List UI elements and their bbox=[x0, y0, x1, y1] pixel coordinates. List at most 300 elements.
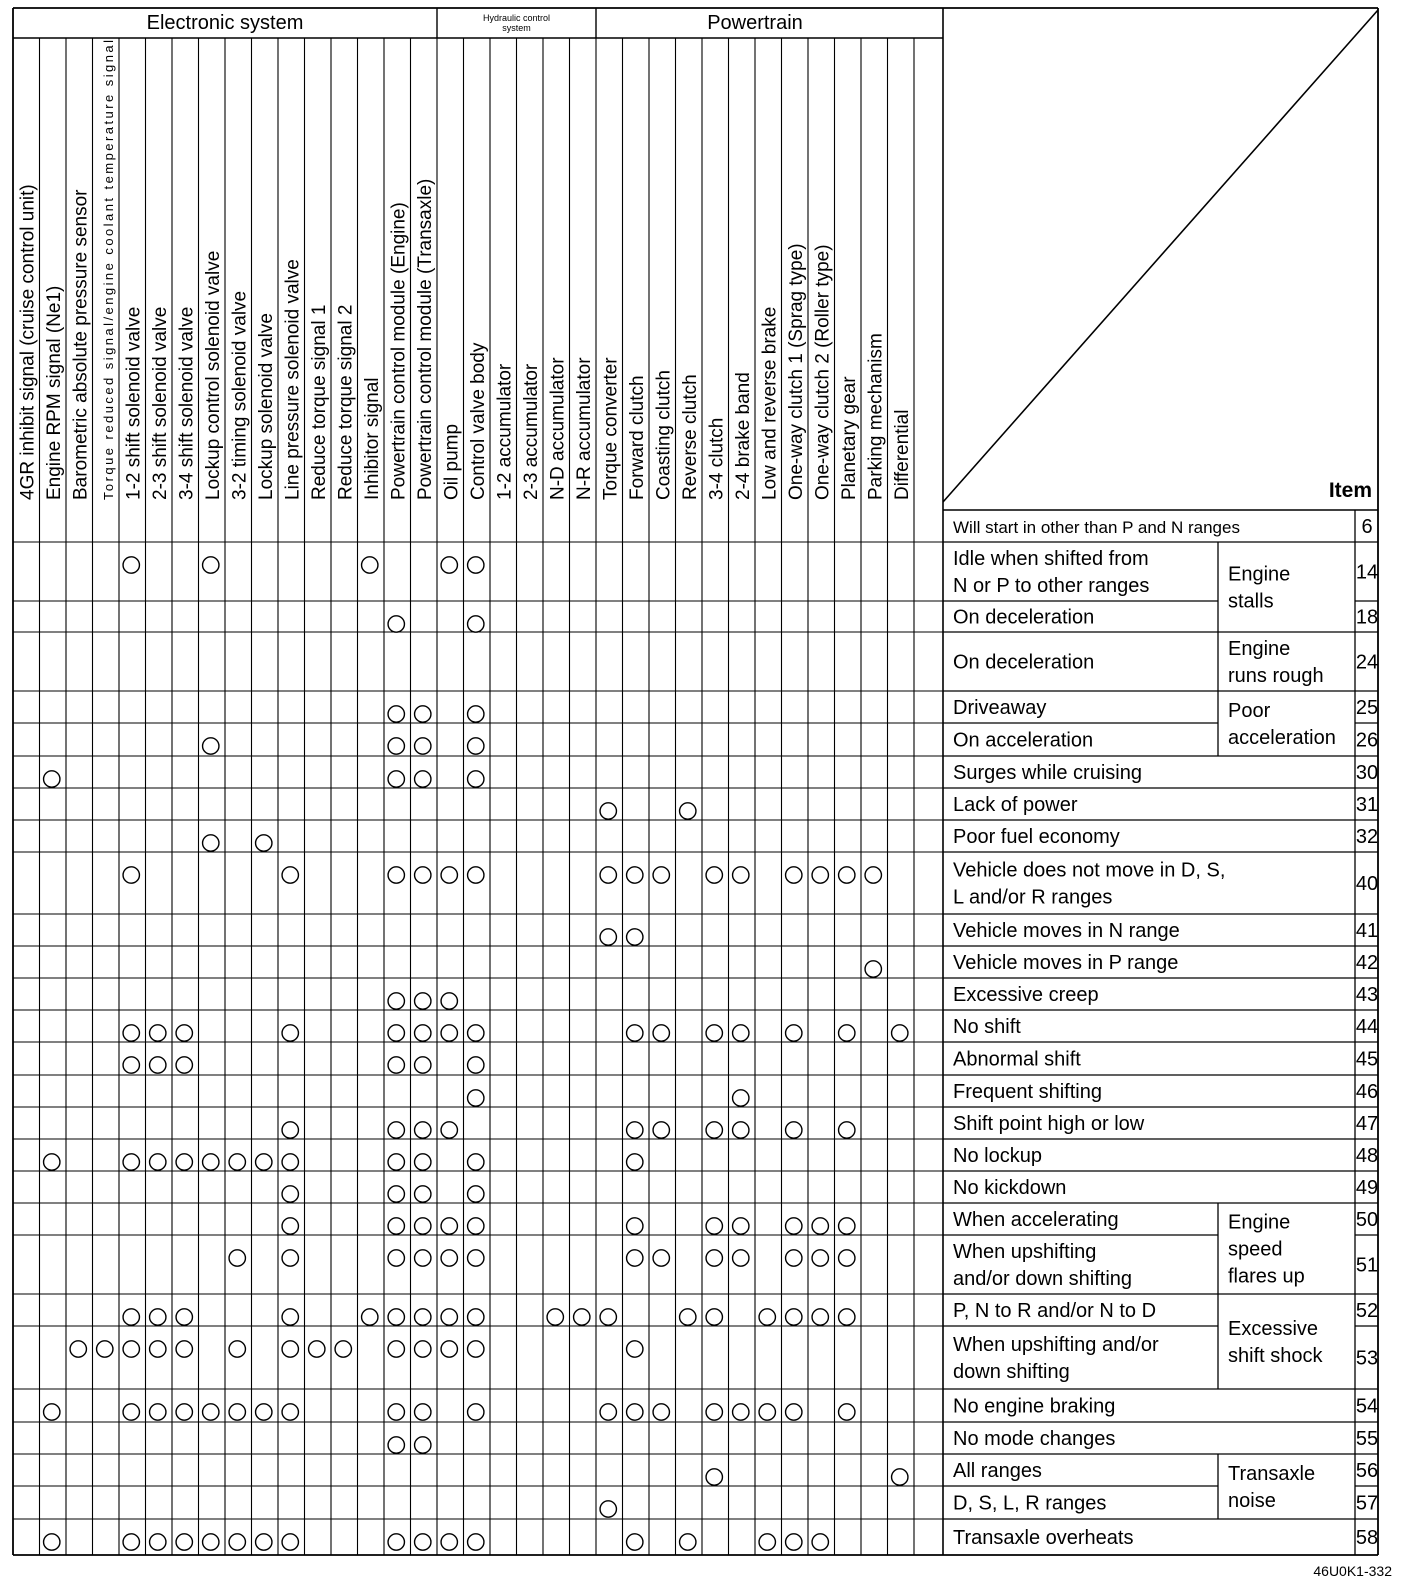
symptom-text: No lockup bbox=[953, 1145, 1042, 1167]
column-label: 2-4 brake band bbox=[732, 372, 754, 500]
circle-mark bbox=[282, 1025, 298, 1041]
circle-mark bbox=[468, 1186, 484, 1202]
column-label: 1-2 shift solenoid valve bbox=[123, 306, 145, 500]
circle-mark bbox=[759, 1534, 775, 1550]
symptom-text: When upshifting bbox=[953, 1241, 1097, 1263]
circle-mark bbox=[150, 1534, 166, 1550]
circle-mark bbox=[229, 1341, 245, 1357]
column-label: 3-2 timing solenoid valve bbox=[229, 290, 251, 500]
item-number: 57 bbox=[1355, 1492, 1379, 1515]
circle-mark bbox=[388, 771, 404, 787]
circle-mark bbox=[600, 803, 616, 819]
circle-mark bbox=[441, 1309, 457, 1325]
circle-mark bbox=[415, 1025, 431, 1041]
circle-mark bbox=[706, 1218, 722, 1234]
symptom-text: Vehicle does not move in D, S, bbox=[953, 859, 1226, 882]
symptom-group-label: Engine bbox=[1228, 1211, 1291, 1234]
circle-mark bbox=[282, 1341, 298, 1357]
circle-mark bbox=[123, 1057, 139, 1073]
circle-mark bbox=[123, 1154, 139, 1170]
circle-mark bbox=[203, 835, 219, 851]
circle-mark bbox=[335, 1341, 351, 1357]
circle-mark bbox=[680, 1534, 696, 1550]
symptom-text: Vehicle moves in N range bbox=[953, 920, 1180, 942]
circle-mark bbox=[839, 1404, 855, 1420]
circle-mark bbox=[388, 993, 404, 1009]
item-number: 30 bbox=[1355, 762, 1379, 784]
circle-mark bbox=[812, 867, 828, 883]
circle-mark bbox=[44, 1534, 60, 1550]
circle-mark bbox=[468, 616, 484, 632]
item-number: 41 bbox=[1355, 920, 1379, 942]
symptom-group-label: Engine bbox=[1228, 638, 1291, 660]
circle-mark bbox=[839, 1218, 855, 1234]
circle-mark bbox=[441, 1025, 457, 1041]
circle-mark bbox=[468, 1250, 484, 1266]
circle-mark bbox=[282, 1534, 298, 1550]
circle-mark bbox=[44, 1404, 60, 1420]
circle-mark bbox=[229, 1250, 245, 1266]
circle-mark bbox=[680, 803, 696, 819]
circle-mark bbox=[865, 867, 881, 883]
circle-mark bbox=[627, 1122, 643, 1138]
circle-mark bbox=[123, 557, 139, 573]
circle-mark bbox=[441, 1341, 457, 1357]
circle-mark bbox=[733, 867, 749, 883]
circle-mark bbox=[839, 1122, 855, 1138]
circle-mark bbox=[786, 1534, 802, 1550]
circle-mark bbox=[176, 1534, 192, 1550]
circle-mark bbox=[733, 1090, 749, 1106]
circle-mark bbox=[627, 1025, 643, 1041]
column-label: Barometric absolute pressure sensor bbox=[70, 189, 92, 500]
circle-mark bbox=[441, 993, 457, 1009]
circle-mark bbox=[282, 867, 298, 883]
circle-mark bbox=[468, 1218, 484, 1234]
circle-mark bbox=[839, 1025, 855, 1041]
circle-mark bbox=[441, 557, 457, 573]
circle-mark bbox=[203, 1534, 219, 1550]
circle-mark bbox=[468, 557, 484, 573]
circle-mark bbox=[839, 1309, 855, 1325]
symptom-text: and/or down shifting bbox=[953, 1268, 1133, 1290]
column-label: Planetary gear bbox=[838, 376, 860, 500]
circle-mark bbox=[468, 1341, 484, 1357]
circle-mark bbox=[415, 738, 431, 754]
item-number: 25 bbox=[1355, 697, 1379, 719]
column-label: One-way clutch 2 (Roller type) bbox=[812, 244, 834, 500]
circle-mark bbox=[150, 1341, 166, 1357]
circle-mark bbox=[441, 1534, 457, 1550]
item-number: 26 bbox=[1355, 729, 1379, 752]
symptom-group-label: acceleration bbox=[1228, 727, 1336, 749]
circle-mark bbox=[441, 867, 457, 883]
circle-mark bbox=[415, 1218, 431, 1234]
symptom-group-label: Engine bbox=[1228, 563, 1291, 586]
item-number: 40 bbox=[1355, 873, 1379, 895]
item-number: 49 bbox=[1355, 1177, 1379, 1199]
circle-mark bbox=[468, 738, 484, 754]
column-label: Line pressure solenoid valve bbox=[282, 259, 304, 500]
symptom-text: When upshifting and/or bbox=[953, 1334, 1159, 1356]
circle-mark bbox=[892, 1025, 908, 1041]
symptom-group-label: Transaxle bbox=[1228, 1463, 1316, 1485]
symptom-text: N or P to other ranges bbox=[953, 575, 1150, 597]
circle-mark bbox=[415, 1534, 431, 1550]
circle-mark bbox=[733, 1122, 749, 1138]
item-number: 50 bbox=[1355, 1209, 1379, 1231]
symptom-text: Lack of power bbox=[953, 794, 1078, 816]
column-label: 4GR inhibit signal (cruise control unit) bbox=[17, 184, 39, 500]
circle-mark bbox=[653, 1122, 669, 1138]
item-number: 51 bbox=[1355, 1254, 1379, 1277]
column-label: Differential bbox=[891, 409, 913, 500]
column-label: 3-4 clutch bbox=[706, 417, 728, 500]
circle-mark bbox=[627, 1154, 643, 1170]
circle-mark bbox=[415, 1154, 431, 1170]
symptom-text: No shift bbox=[953, 1016, 1021, 1038]
circle-mark bbox=[468, 706, 484, 722]
circle-mark bbox=[388, 1218, 404, 1234]
circle-mark bbox=[388, 1025, 404, 1041]
symptom-group-label: flares up bbox=[1228, 1265, 1305, 1288]
circle-mark bbox=[123, 1341, 139, 1357]
column-label: N-D accumulator bbox=[547, 357, 569, 500]
circle-mark bbox=[388, 706, 404, 722]
circle-mark bbox=[706, 1025, 722, 1041]
circle-mark bbox=[468, 1534, 484, 1550]
symptom-text: No engine braking bbox=[953, 1395, 1116, 1418]
item-number: 44 bbox=[1355, 1016, 1379, 1038]
column-label: 2-3 accumulator bbox=[520, 363, 542, 500]
circle-mark bbox=[282, 1250, 298, 1266]
circle-mark bbox=[256, 1534, 272, 1550]
column-label: Powertrain control module (Engine) bbox=[388, 202, 410, 500]
item-number: 32 bbox=[1355, 826, 1379, 848]
circle-mark bbox=[123, 1309, 139, 1325]
symptom-text: Abnormal shift bbox=[953, 1048, 1081, 1071]
circle-mark bbox=[388, 1154, 404, 1170]
column-label: Reverse clutch bbox=[679, 374, 701, 500]
circle-mark bbox=[282, 1154, 298, 1170]
grid-lines bbox=[13, 8, 1378, 1555]
circle-mark bbox=[150, 1309, 166, 1325]
column-label: N-R accumulator bbox=[573, 357, 595, 500]
symptom-text: Shift point high or low bbox=[953, 1113, 1145, 1135]
circle-mark bbox=[441, 1250, 457, 1266]
circle-mark bbox=[627, 1218, 643, 1234]
item-number: 18 bbox=[1355, 606, 1379, 629]
column-label: Reduce torque signal 1 bbox=[308, 304, 330, 500]
symptom-group-label: stalls bbox=[1228, 590, 1274, 613]
symptom-text: Transaxle overheats bbox=[953, 1527, 1134, 1549]
circle-mark bbox=[468, 1057, 484, 1073]
column-label: Reduce torque signal 2 bbox=[335, 304, 357, 500]
circle-mark bbox=[600, 1501, 616, 1517]
column-label: Lockup control solenoid valve bbox=[202, 250, 224, 500]
circle-mark bbox=[415, 1309, 431, 1325]
circle-mark bbox=[388, 1122, 404, 1138]
circle-mark bbox=[388, 867, 404, 883]
circle-mark bbox=[415, 1341, 431, 1357]
circle-mark bbox=[653, 867, 669, 883]
item-number: 14 bbox=[1355, 561, 1379, 584]
circle-mark bbox=[150, 1025, 166, 1041]
circle-mark bbox=[574, 1309, 590, 1325]
circle-mark bbox=[812, 1534, 828, 1550]
column-label: Torque converter bbox=[600, 357, 622, 500]
circle-marks bbox=[44, 557, 908, 1550]
item-number: 47 bbox=[1355, 1113, 1379, 1135]
circle-mark bbox=[706, 1404, 722, 1420]
circle-mark bbox=[415, 993, 431, 1009]
circle-mark bbox=[839, 867, 855, 883]
column-label: Inhibitor signal bbox=[361, 377, 383, 500]
circle-mark bbox=[627, 1341, 643, 1357]
item-number: 55 bbox=[1355, 1428, 1379, 1450]
circle-mark bbox=[786, 867, 802, 883]
header-diagonal bbox=[943, 10, 1378, 502]
table-text bbox=[17, 12, 1392, 1579]
symptom-group-label: runs rough bbox=[1228, 665, 1324, 687]
circle-mark bbox=[282, 1309, 298, 1325]
item-number: 31 bbox=[1355, 794, 1379, 816]
symptom-text: Surges while cruising bbox=[953, 762, 1142, 784]
circle-mark bbox=[176, 1057, 192, 1073]
column-label: Torque reduced signal/engine coolant temperature signal bbox=[100, 40, 116, 500]
circle-mark bbox=[229, 1154, 245, 1170]
column-label: Low and reverse brake bbox=[759, 306, 781, 500]
circle-mark bbox=[97, 1341, 113, 1357]
circle-mark bbox=[44, 1154, 60, 1170]
item-header: Item bbox=[1328, 479, 1372, 502]
column-label: Forward clutch bbox=[626, 375, 648, 500]
circle-mark bbox=[441, 1122, 457, 1138]
symptom-text: Driveaway bbox=[953, 697, 1047, 719]
circle-mark bbox=[786, 1218, 802, 1234]
symptom-text: Excessive creep bbox=[953, 984, 1099, 1006]
item-number: 48 bbox=[1355, 1145, 1379, 1167]
circle-mark bbox=[706, 867, 722, 883]
circle-mark bbox=[627, 929, 643, 945]
circle-mark bbox=[786, 1404, 802, 1420]
item-number: 56 bbox=[1355, 1460, 1379, 1482]
item-number: 58 bbox=[1355, 1527, 1379, 1549]
circle-mark bbox=[468, 771, 484, 787]
circle-mark bbox=[203, 1154, 219, 1170]
circle-mark bbox=[600, 929, 616, 945]
circle-mark bbox=[759, 1404, 775, 1420]
column-label: Control valve body bbox=[467, 342, 489, 500]
circle-mark bbox=[388, 738, 404, 754]
circle-mark bbox=[415, 1250, 431, 1266]
symptom-group-label: Poor bbox=[1228, 700, 1271, 722]
circle-mark bbox=[282, 1218, 298, 1234]
circle-mark bbox=[256, 1404, 272, 1420]
circle-mark bbox=[812, 1309, 828, 1325]
circle-mark bbox=[123, 1025, 139, 1041]
symptom-text: Poor fuel economy bbox=[953, 826, 1120, 848]
group-label-hydraulic: Hydraulic control bbox=[482, 13, 551, 23]
column-label: Lockup solenoid valve bbox=[255, 313, 277, 500]
figure-code: 46U0K1-332 bbox=[1313, 1563, 1392, 1579]
group-label-hydraulic: system bbox=[502, 23, 531, 33]
symptom-text: Frequent shifting bbox=[953, 1081, 1102, 1103]
circle-mark bbox=[388, 1341, 404, 1357]
symptom-text: L and/or R ranges bbox=[953, 886, 1113, 909]
column-label: Engine RPM signal (Ne1) bbox=[43, 285, 65, 500]
symptom-text: Vehicle moves in P range bbox=[953, 952, 1179, 974]
item-number: 24 bbox=[1355, 651, 1379, 674]
item-number: 46 bbox=[1355, 1081, 1379, 1103]
symptom-text: No mode changes bbox=[953, 1428, 1116, 1450]
column-label: Oil pump bbox=[441, 423, 463, 500]
circle-mark bbox=[468, 1025, 484, 1041]
circle-mark bbox=[680, 1309, 696, 1325]
circle-mark bbox=[812, 1218, 828, 1234]
circle-mark bbox=[309, 1341, 325, 1357]
circle-mark bbox=[150, 1154, 166, 1170]
item-number: 53 bbox=[1355, 1347, 1379, 1370]
symptom-text: When accelerating bbox=[953, 1209, 1119, 1231]
circle-mark bbox=[759, 1309, 775, 1325]
circle-mark bbox=[865, 961, 881, 977]
column-label: Powertrain control module (Transaxle) bbox=[414, 178, 436, 500]
circle-mark bbox=[203, 1404, 219, 1420]
circle-mark bbox=[388, 1309, 404, 1325]
item-number: 45 bbox=[1355, 1048, 1379, 1071]
circle-mark bbox=[229, 1404, 245, 1420]
circle-mark bbox=[256, 1154, 272, 1170]
column-label: 2-3 shift solenoid valve bbox=[149, 306, 171, 500]
symptom-text: All ranges bbox=[953, 1460, 1042, 1482]
circle-mark bbox=[653, 1025, 669, 1041]
circle-mark bbox=[388, 1534, 404, 1550]
item-number: 6 bbox=[1361, 516, 1373, 538]
circle-mark bbox=[627, 1404, 643, 1420]
circle-mark bbox=[282, 1186, 298, 1202]
symptom-group-label: speed bbox=[1228, 1238, 1283, 1261]
symptom-text: Idle when shifted from bbox=[953, 548, 1149, 570]
circle-mark bbox=[892, 1469, 908, 1485]
item-number: 43 bbox=[1355, 984, 1379, 1006]
circle-mark bbox=[70, 1341, 86, 1357]
symptom-text: D, S, L, R ranges bbox=[953, 1492, 1107, 1515]
circle-mark bbox=[468, 1090, 484, 1106]
column-label: Parking mechanism bbox=[865, 333, 887, 500]
circle-mark bbox=[415, 706, 431, 722]
symptom-text: down shifting bbox=[953, 1361, 1070, 1383]
circle-mark bbox=[123, 1404, 139, 1420]
symptom-text: On deceleration bbox=[953, 606, 1095, 629]
symptom-text: On deceleration bbox=[953, 651, 1095, 674]
item-number: 52 bbox=[1355, 1300, 1379, 1322]
circle-mark bbox=[706, 1250, 722, 1266]
circle-mark bbox=[415, 1186, 431, 1202]
symptom-text: Will start in other than P and N ranges bbox=[953, 518, 1240, 537]
circle-mark bbox=[627, 867, 643, 883]
circle-mark bbox=[388, 1404, 404, 1420]
circle-mark bbox=[176, 1341, 192, 1357]
circle-mark bbox=[786, 1250, 802, 1266]
circle-mark bbox=[123, 1534, 139, 1550]
circle-mark bbox=[706, 1122, 722, 1138]
circle-mark bbox=[123, 867, 139, 883]
circle-mark bbox=[176, 1404, 192, 1420]
column-label: 1-2 accumulator bbox=[494, 363, 516, 500]
column-label: 3-4 shift solenoid valve bbox=[176, 306, 198, 500]
circle-mark bbox=[256, 835, 272, 851]
circle-mark bbox=[44, 771, 60, 787]
circle-mark bbox=[362, 557, 378, 573]
circle-mark bbox=[733, 1250, 749, 1266]
symptom-group-label: Excessive bbox=[1228, 1318, 1319, 1340]
circle-mark bbox=[653, 1250, 669, 1266]
symptom-group-label: noise bbox=[1228, 1490, 1276, 1512]
circle-mark bbox=[547, 1309, 563, 1325]
group-label-2: Powertrain bbox=[707, 12, 803, 34]
circle-mark bbox=[415, 1404, 431, 1420]
circle-mark bbox=[812, 1250, 828, 1266]
item-number: 54 bbox=[1355, 1395, 1379, 1418]
circle-mark bbox=[468, 867, 484, 883]
circle-mark bbox=[229, 1534, 245, 1550]
circle-mark bbox=[627, 1534, 643, 1550]
circle-mark bbox=[176, 1309, 192, 1325]
circle-mark bbox=[627, 1250, 643, 1266]
group-label-0: Electronic system bbox=[146, 12, 304, 34]
symptom-text: On acceleration bbox=[953, 729, 1094, 752]
circle-mark bbox=[786, 1025, 802, 1041]
column-label: One-way clutch 1 (Sprag type) bbox=[785, 243, 807, 500]
circle-mark bbox=[653, 1404, 669, 1420]
circle-mark bbox=[441, 1218, 457, 1234]
circle-mark bbox=[282, 1404, 298, 1420]
circle-mark bbox=[388, 1437, 404, 1453]
item-number: 42 bbox=[1355, 952, 1379, 974]
circle-mark bbox=[415, 1437, 431, 1453]
circle-mark bbox=[468, 1154, 484, 1170]
symptom-text: P, N to R and/or N to D bbox=[953, 1300, 1157, 1322]
circle-mark bbox=[468, 1404, 484, 1420]
circle-mark bbox=[388, 1186, 404, 1202]
circle-mark bbox=[388, 616, 404, 632]
circle-mark bbox=[415, 1122, 431, 1138]
circle-mark bbox=[468, 1309, 484, 1325]
circle-mark bbox=[362, 1309, 378, 1325]
circle-mark bbox=[733, 1025, 749, 1041]
circle-mark bbox=[203, 738, 219, 754]
circle-mark bbox=[388, 1250, 404, 1266]
circle-mark bbox=[786, 1122, 802, 1138]
circle-mark bbox=[176, 1025, 192, 1041]
column-label: Coasting clutch bbox=[653, 370, 675, 500]
circle-mark bbox=[150, 1057, 166, 1073]
circle-mark bbox=[176, 1154, 192, 1170]
circle-mark bbox=[415, 1057, 431, 1073]
circle-mark bbox=[388, 1057, 404, 1073]
circle-mark bbox=[839, 1250, 855, 1266]
circle-mark bbox=[600, 867, 616, 883]
circle-mark bbox=[733, 1218, 749, 1234]
circle-mark bbox=[706, 1309, 722, 1325]
circle-mark bbox=[706, 1469, 722, 1485]
circle-mark bbox=[282, 1122, 298, 1138]
symptom-group-label: shift shock bbox=[1228, 1345, 1323, 1367]
circle-mark bbox=[600, 1404, 616, 1420]
symptom-text: No kickdown bbox=[953, 1177, 1067, 1199]
circle-mark bbox=[786, 1309, 802, 1325]
